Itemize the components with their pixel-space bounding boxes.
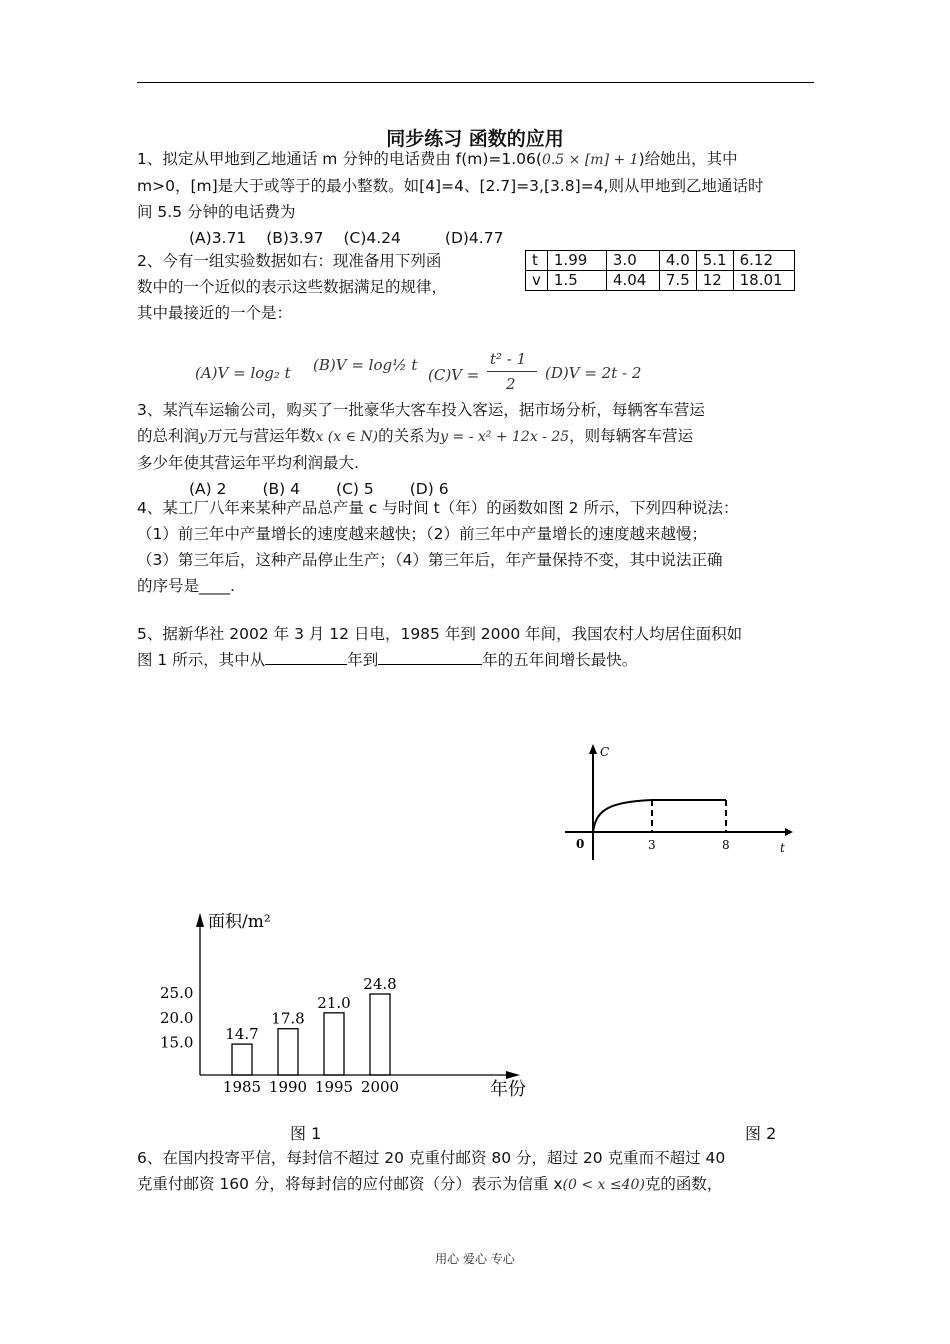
q3-options: (A) 2 (B) 4 (C) 5 (D) 6 [189,480,449,498]
y-tick-label: 15.0 [160,1033,194,1052]
x-tick-label: 1990 [268,1078,308,1096]
q6-line1: 6、在国内投寄平信，每封信不超过 20 克重付邮资 80 分，超过 20 克重而不超过 40 [137,1149,726,1167]
figure-1-bar-chart [150,905,540,1100]
q2-line3: 其中最接近的一个是： [137,304,293,322]
bar-value-label: 24.8 [363,974,397,993]
question-5 [137,621,817,673]
page-footer: 用心 爱心 专心 [435,1252,515,1266]
page-title: 同步练习 函数的应用 [386,128,564,150]
y-tick-label: 20.0 [160,1008,194,1027]
q5-line1: 5、据新华社 2002 年 3 月 12 日电，1985 年到 2000 年间，我国农村人均居住面积如 [137,625,743,643]
x-tick-label: 8 [722,838,730,852]
x-tick-label: 3 [648,838,656,852]
answer-blank[interactable] [265,650,347,665]
bar [278,1029,298,1075]
bar [370,994,390,1075]
x-tick-label: 1995 [314,1078,354,1096]
formula-c-lhs: (C)V = [428,366,480,384]
q1-line3: 间 5.5 分钟的电话费为 [137,203,296,221]
formula-c-num: t² - 1 [490,350,527,368]
x-tick-label: 2000 [360,1078,400,1096]
table-row: t 1.99 3.0 4.0 5.1 6.12 [526,251,795,271]
header-rule [137,82,814,83]
y-axis-label: C [600,745,610,759]
q1-line2: m>0，[m]是大于或等于的最小整数。如[4]=4、[2.7]=3,[3.8]=4,则从甲地到乙地通话时 [137,177,764,195]
answer-blank[interactable] [378,650,482,665]
fraction-bar [487,371,537,372]
formula-a: (A)V = log₂ t [195,364,291,382]
y-axis-title: 面积/m² [208,912,271,932]
question-6 [137,1145,827,1198]
q4-line4: 的序号是____. [137,577,235,595]
formula-b: (B)V = log½ t [313,356,418,374]
q4-line3: （3）第三年后，这种产品停止生产；（4）第三年后，年产量保持不变，其中说法正确 [137,551,723,569]
q3-line1: 3、某汽车运输公司，购买了一批豪华大客车投入客运，据市场分析，每辆客车营运 [137,401,705,419]
bar [232,1044,252,1075]
data-table [525,250,795,291]
x-axis-label: t [780,841,785,855]
bar-value-label: 21.0 [317,993,351,1012]
y-tick-label: 25.0 [160,984,194,1002]
bar-value-label: 17.8 [271,1009,305,1028]
figure-2-caption: 图 2 [745,1124,777,1143]
figure-2 [560,740,795,865]
q1-line1: 1、拟定从甲地到乙地通话 m 分钟的电话费由 f(m)=1.06(0.5 × [m] + 1)给她出，其中 [137,150,738,168]
bar [324,1013,344,1075]
q4-line1: 4、某工厂八年来某种产品总产量 c 与时间 t（年）的函数如图 2 所示，下列四种说法： [137,499,739,517]
x-axis-title: 年份 [490,1079,526,1100]
formula-d: (D)V = 2t - 2 [545,364,642,382]
question-4 [137,495,827,599]
origin-label: 0 [576,837,585,851]
bar-value-label: 14.7 [225,1025,259,1044]
q2-line1: 2、今有一组实验数据如右：现准备用下列函 [137,252,442,270]
question-1 [137,146,817,251]
table-row: v 1.5 4.04 7.5 12 18.01 [526,271,795,291]
q6-line2: 克重付邮资 160 分，将每封信的应付邮资（分）表示为信重 x(0 < x ≤40)克的函数， [137,1175,723,1193]
q4-line2: （1）前三年中产量增长的速度越来越快；（2）前三年中产量增长的速度越来越慢； [137,525,707,543]
q2-line2: 数中的一个近似的表示这些数据满足的规律， [137,278,448,296]
q3-line3: 多少年使其营运年平均利润最大. [137,454,359,472]
formula-c-den: 2 [506,375,516,393]
q1-options: (A)3.71 (B)3.97 (C)4.24 (D)4.77 [189,229,504,247]
x-tick-label: 1985 [222,1078,262,1096]
question-2 [137,248,522,326]
question-3 [137,397,817,502]
q3-line2: 的总利润y万元与营运年数x (x ∈ N)的关系为y = - x² + 12x - 25，则每辆客车营运 [137,427,694,445]
figure-1-caption: 图 1 [290,1124,322,1143]
q5-line2: 图 1 所示，其中从 年到 年的五年间增长最快。 [137,651,638,669]
